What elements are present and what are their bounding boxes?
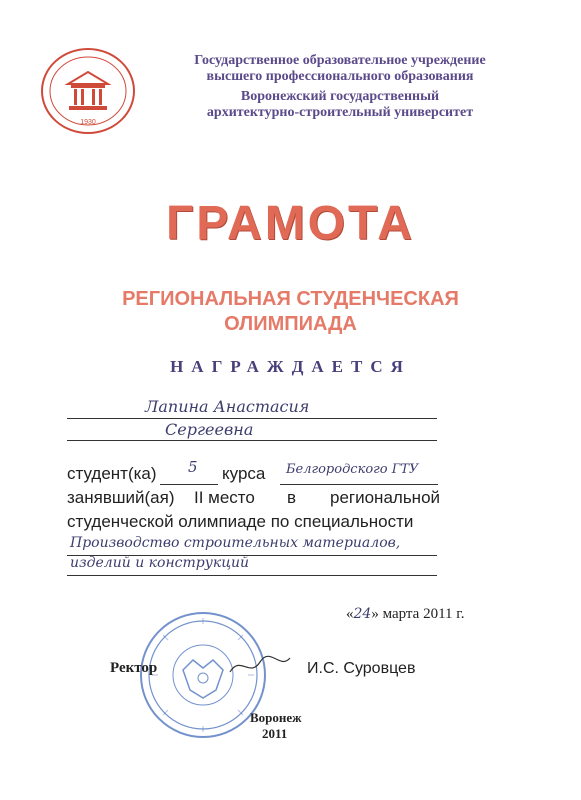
footer-city: Воронеж — [250, 710, 302, 725]
issue-date — [346, 606, 464, 623]
name-underline-1 — [67, 418, 437, 419]
place-text-b: II место — [194, 488, 255, 507]
handwritten-signature — [225, 650, 295, 680]
place-text-a: занявший(ая) — [67, 488, 175, 507]
footer-year: 2011 — [262, 726, 288, 741]
college-underline — [280, 484, 438, 485]
recipient-name-line-1: Лапина Анастасия — [145, 397, 310, 416]
place-text-d: региональной — [330, 488, 441, 507]
college-name: Белгородского ГТУ — [286, 462, 419, 477]
olympiad-text: студенческой олимпиаде по специальности — [67, 512, 414, 531]
date-day: 24 — [353, 606, 372, 622]
document-title: ГРАМОТА — [166, 197, 415, 250]
header-line-3: Воронежский государственный — [240, 89, 440, 104]
course-label: курса — [222, 464, 266, 483]
header-line-1: Государственное образовательное учреждение — [194, 53, 486, 68]
student-prefix: студент(ка) — [67, 464, 157, 483]
specialty-underline-2 — [67, 575, 437, 576]
specialty-line-1: Производство строительных материалов, — [70, 535, 401, 551]
date-rest: марта 2011 г. — [382, 606, 465, 622]
date-open-quote: « — [346, 606, 354, 622]
header-line-4: архитектурно-строительный университет — [206, 105, 474, 120]
recipient-name-line-2: Сергеевна — [165, 420, 254, 439]
subtitle-line-2: ОЛИМПИАДА — [224, 313, 357, 335]
date-close-quote: » — [371, 606, 379, 622]
awarded-heading: НАГРАЖДАЕТСЯ — [170, 357, 411, 376]
place-text-c: в — [287, 488, 297, 507]
subtitle-line-1: РЕГИОНАЛЬНАЯ СТУДЕНЧЕСКАЯ — [122, 288, 459, 310]
course-underline — [160, 484, 218, 485]
signature-name: И.С. Суровцев — [307, 660, 416, 677]
logo-year: 1930 — [80, 119, 96, 126]
course-number: 5 — [188, 458, 198, 476]
signature-role: Ректор — [110, 660, 158, 676]
header-line-2: высшего профессионального образования — [206, 69, 474, 84]
specialty-line-2: изделий и конструкций — [70, 555, 250, 571]
university-logo — [38, 46, 138, 136]
name-underline-2 — [67, 440, 437, 441]
